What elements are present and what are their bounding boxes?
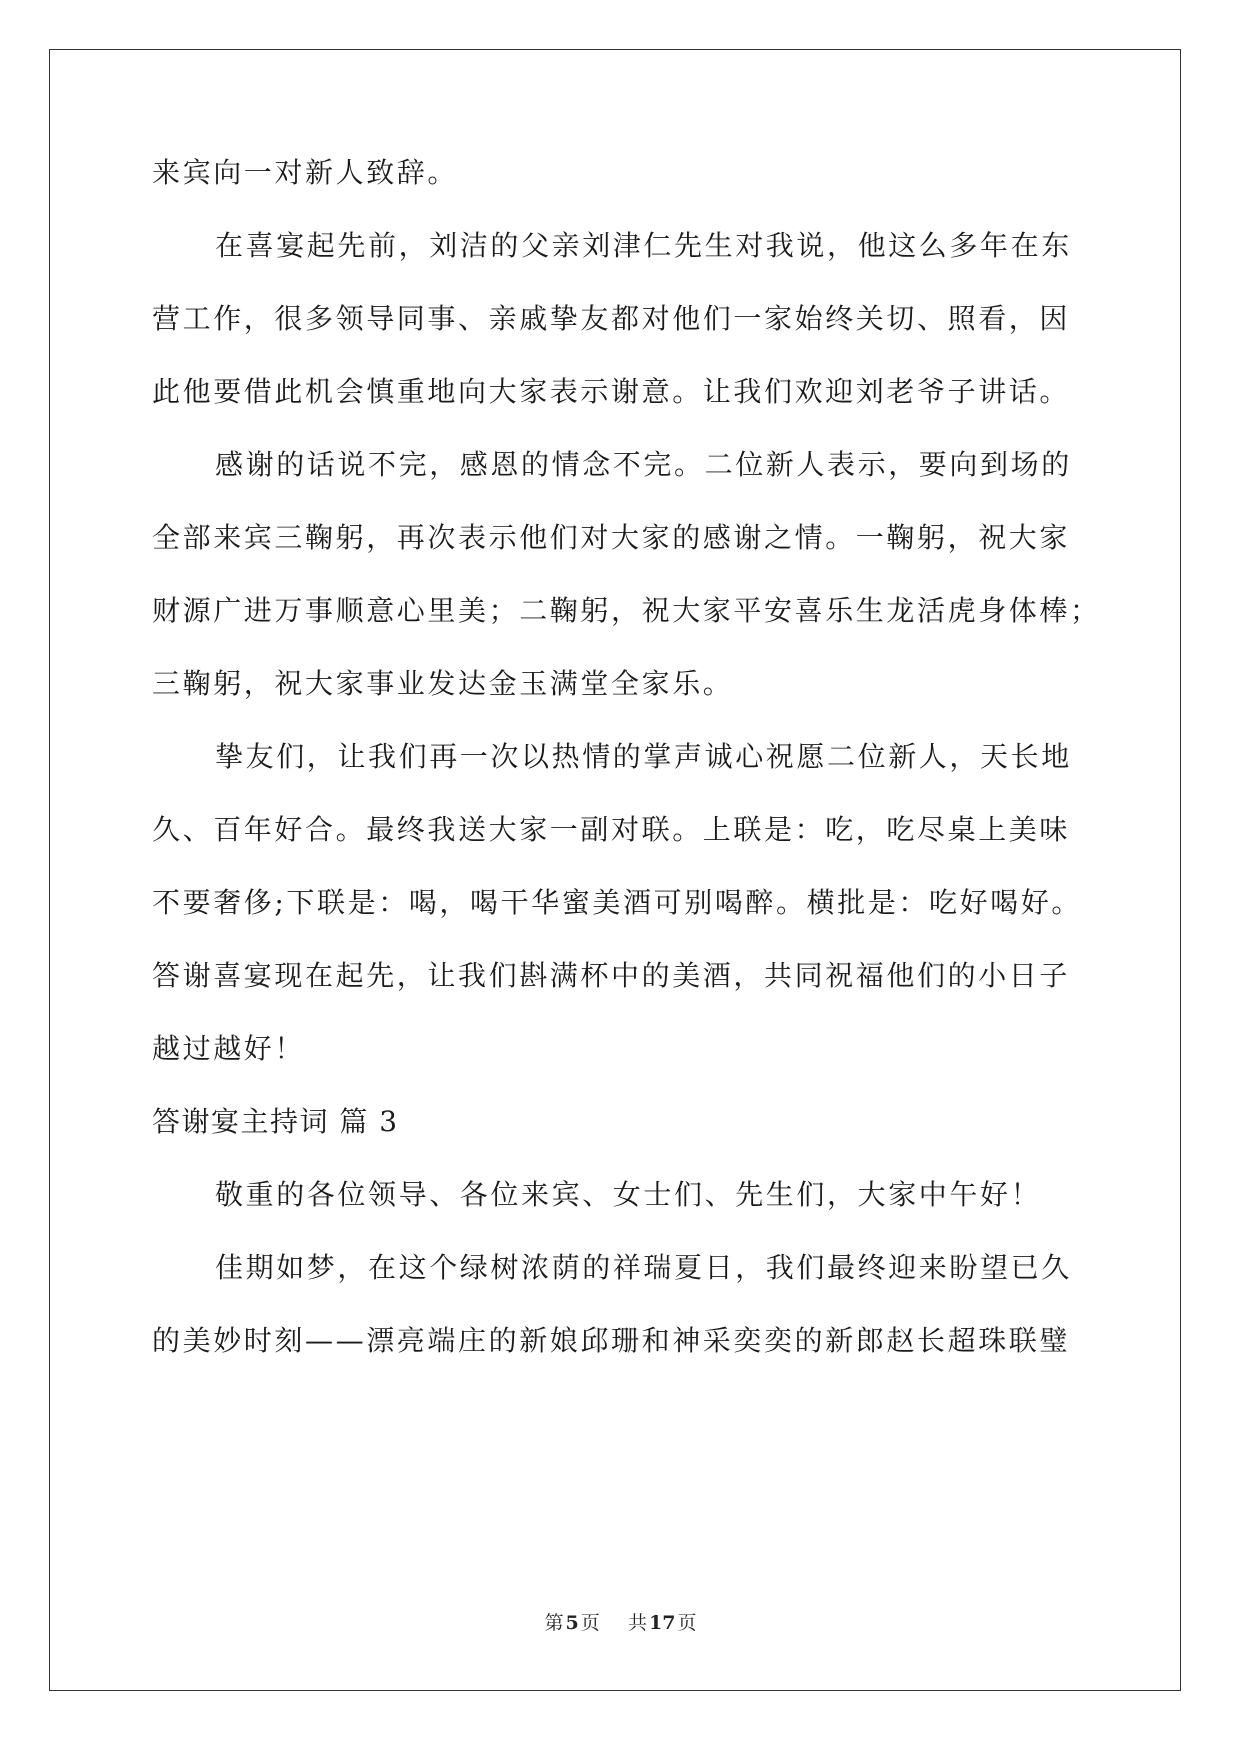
text-line: 答谢喜宴现在起先，让我们斟满杯中的美酒，共同祝福他们的小日子: [152, 959, 1071, 992]
total-suffix: 页: [677, 1612, 697, 1634]
text-line: 财源广进万事顺意心里美；二鞠躬，祝大家平安喜乐生龙活虎身体棒；: [152, 594, 1101, 627]
page-footer: [0, 1611, 1241, 1635]
page-prefix: 第: [544, 1612, 564, 1634]
text-line: 佳期如梦，在这个绿树浓荫的祥瑞夏日，我们最终迎来盼望已久: [215, 1251, 1072, 1284]
text-line: 来宾向一对新人致辞。: [152, 156, 459, 189]
text-line: 敬重的各位领导、各位来宾、女士们、先生们，大家中午好！: [215, 1178, 1042, 1211]
text-line: 感谢的话说不完，感恩的情念不完。二位新人表示，要向到场的: [215, 448, 1072, 481]
text-line: 久、百年好合。最终我送大家一副对联。上联是：吃，吃尽桌上美味: [152, 813, 1071, 846]
total-prefix: 共: [627, 1612, 647, 1634]
text-line: 营工作，很多领导同事、亲戚挚友都对他们一家始终关切、照看，因: [152, 302, 1071, 335]
text-line: 三鞠躬，祝大家事业发达金玉满堂全家乐。: [152, 667, 734, 700]
text-line: 挚友们，让我们再一次以热情的掌声诚心祝愿二位新人，天长地: [215, 740, 1072, 773]
text-line: 越过越好！: [152, 1032, 306, 1065]
text-line: 不要奢侈;下联是：喝，喝干华蜜美酒可别喝醉。横批是：吃好喝好。: [152, 886, 1083, 919]
page-number: 5: [565, 1612, 579, 1634]
page-border: [49, 49, 1181, 1691]
total-pages: 17: [648, 1612, 676, 1634]
text-line: 的美妙时刻——漂亮端庄的新娘邱珊和神采奕奕的新郎赵长超珠联璧: [152, 1324, 1071, 1357]
page-suffix: 页: [580, 1612, 600, 1634]
text-line: 在喜宴起先前，刘洁的父亲刘津仁先生对我说，他这么多年在东: [215, 229, 1072, 262]
section-heading: 答谢宴主持词 篇 3: [152, 1105, 399, 1138]
text-line: 全部来宾三鞠躬，再次表示他们对大家的感谢之情。一鞠躬，祝大家: [152, 521, 1071, 554]
text-line: 此他要借此机会慎重地向大家表示谢意。让我们欢迎刘老爷子讲话。: [152, 375, 1071, 408]
